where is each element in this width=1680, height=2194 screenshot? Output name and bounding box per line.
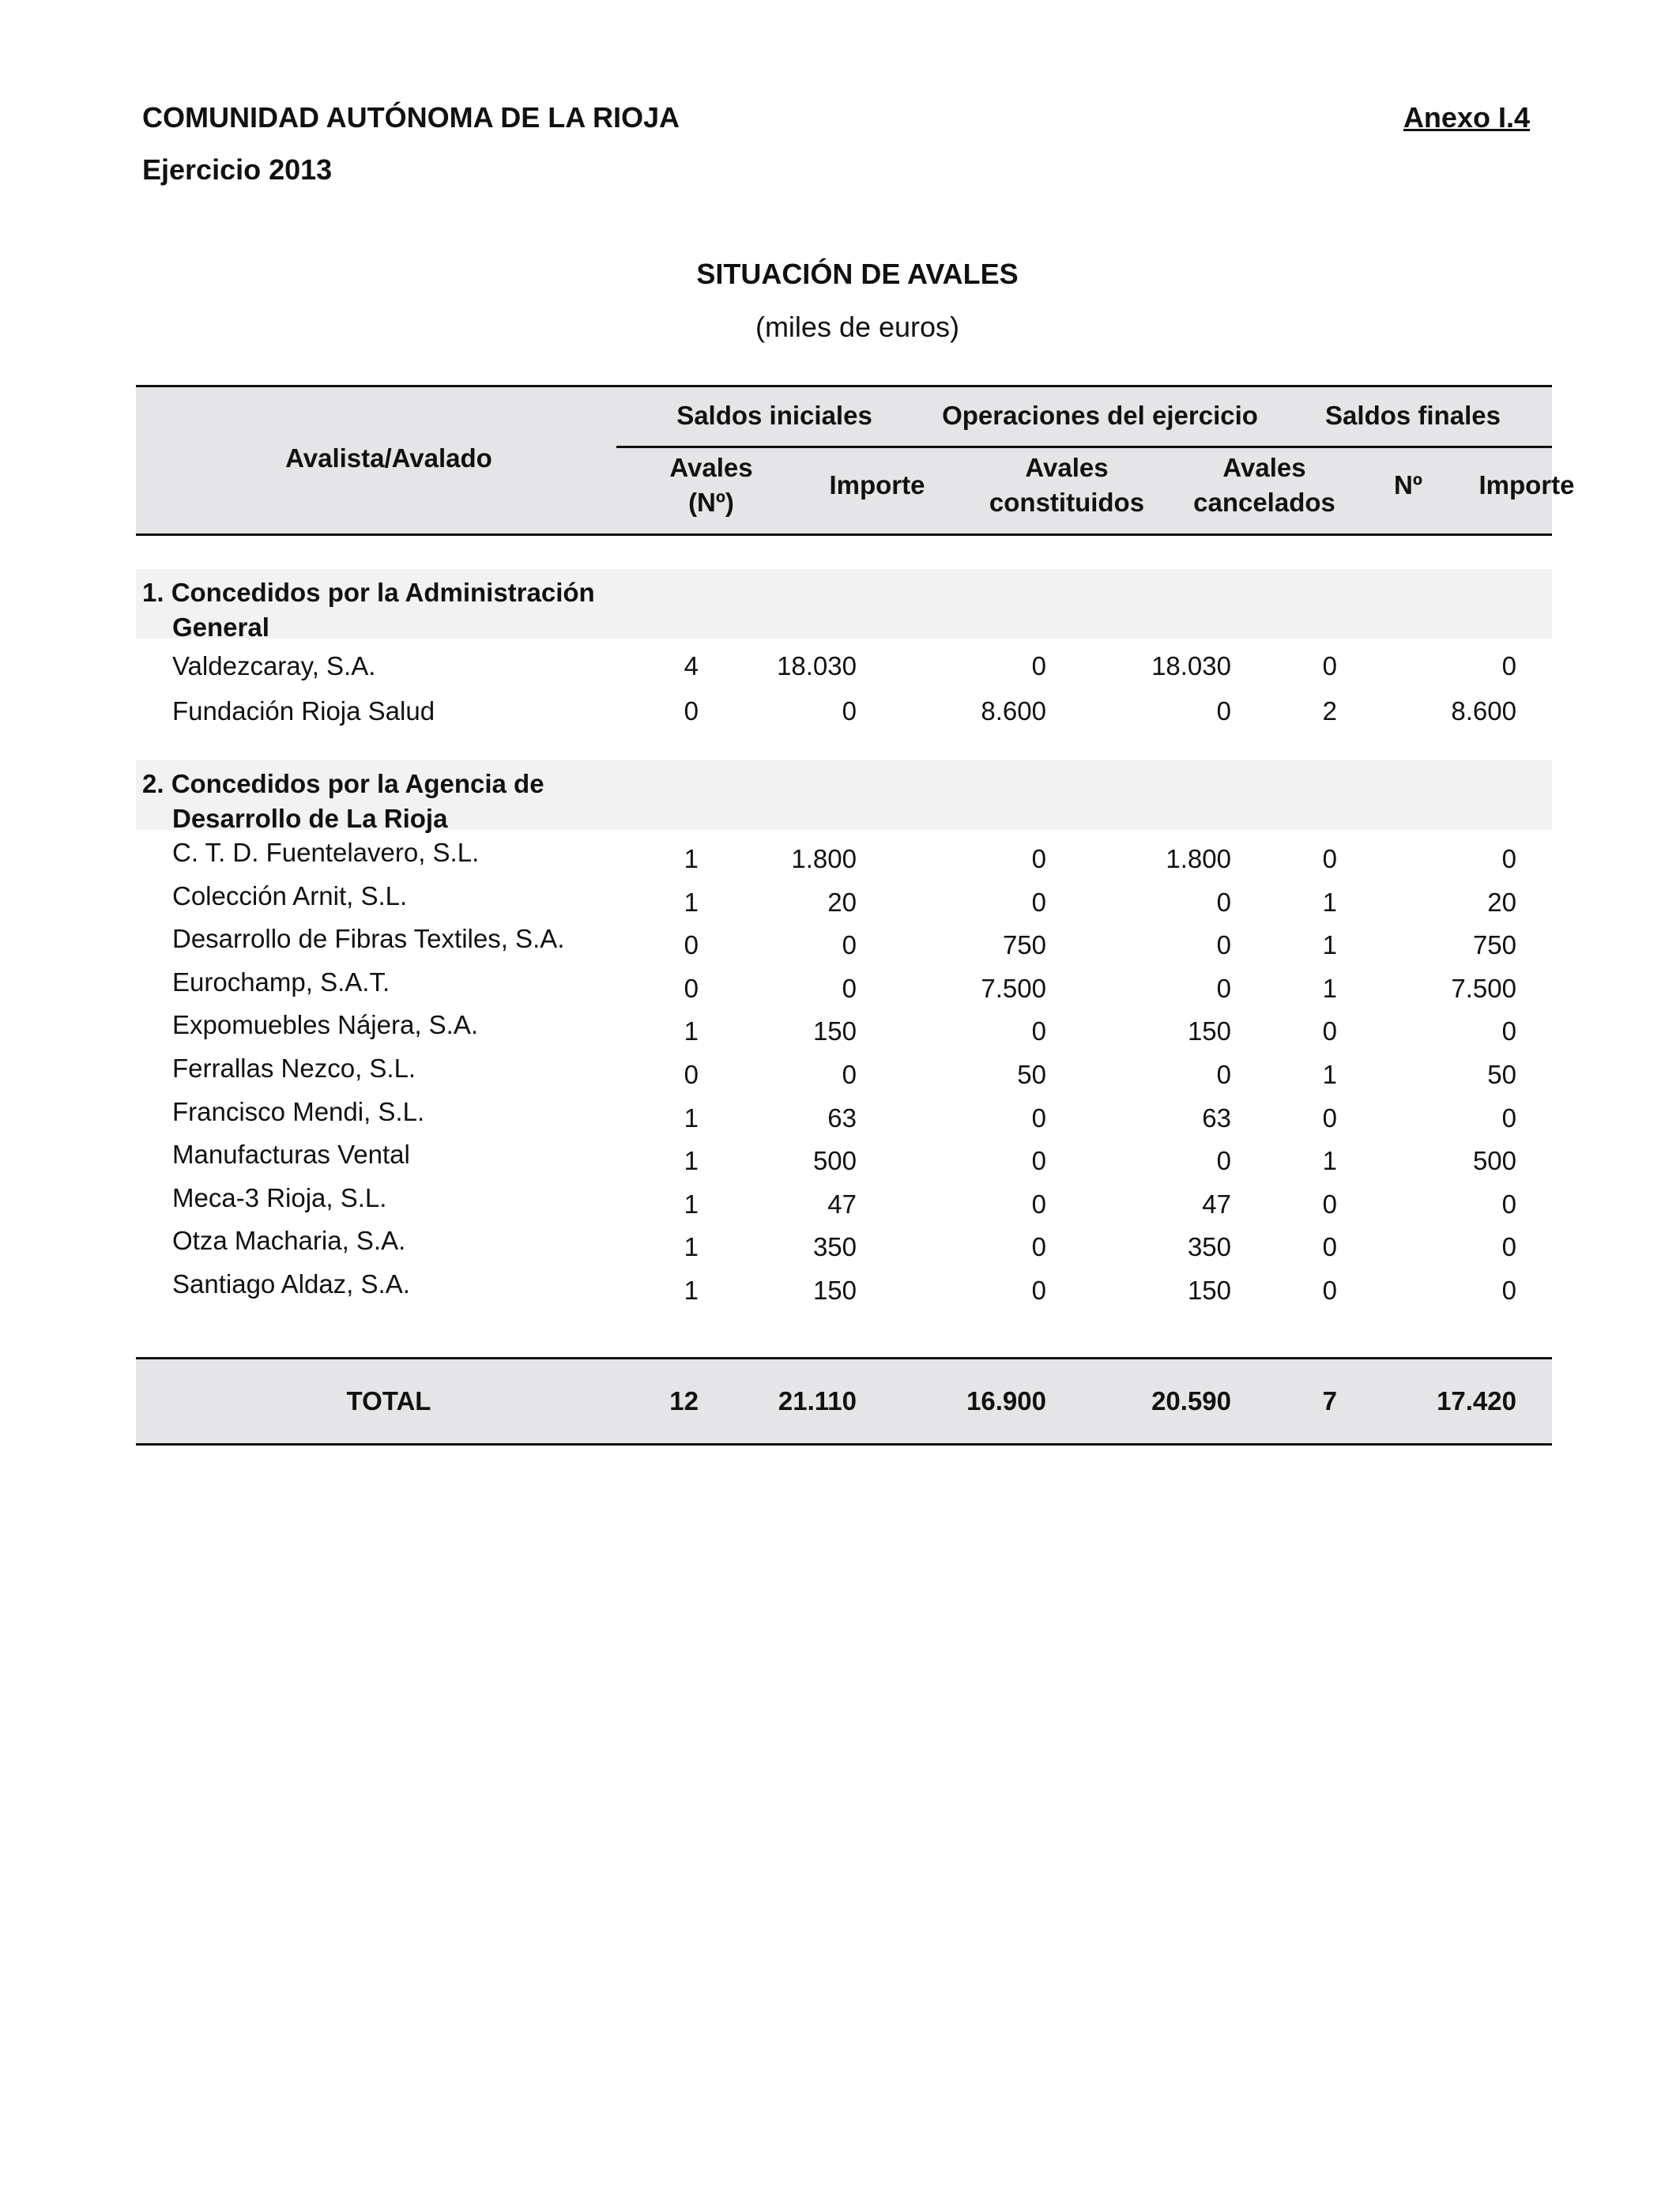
cell-avales-n: 1 (684, 887, 699, 917)
group-operations: Operaciones del ejercicio (942, 401, 1258, 430)
cell-importe-final: 750 (1472, 930, 1516, 960)
cell-importe-initial: 0 (842, 930, 857, 960)
col-final-n: Nº (1394, 470, 1422, 499)
row-entity-name: C. T. D. Fuentelavero, S.L. (172, 838, 480, 867)
row-entity-name: Otza Macharia, S.A. (172, 1226, 406, 1256)
guarantees-table (136, 385, 1575, 1446)
cell-final-n: 0 (1322, 1232, 1337, 1262)
cell-final-n: 0 (1322, 651, 1337, 680)
col-avales-n-line2: (Nº) (688, 488, 734, 517)
total-constituidos: 16.900 (966, 1385, 1046, 1416)
total-importe-final: 17.420 (1437, 1385, 1516, 1416)
section-label-line1: 2. Concedidos por la Agencia de (142, 769, 544, 798)
fiscal-year: Ejercicio 2013 (142, 153, 333, 186)
section-agencia-rows (136, 838, 1552, 1316)
cell-final-n: 1 (1322, 930, 1337, 960)
section-administracion (136, 569, 1552, 642)
header-divider (616, 446, 1552, 448)
cell-constituidos: 7.500 (981, 973, 1046, 1003)
cell-importe-initial: 63 (827, 1103, 857, 1133)
col-constituidos (948, 450, 1185, 520)
section-label (142, 767, 544, 836)
table-row (136, 645, 1552, 690)
cell-cancelados: 150 (1187, 1016, 1231, 1046)
cell-avales-n: 1 (684, 1146, 699, 1176)
table-header (136, 385, 1575, 536)
cell-cancelados: 63 (1202, 1103, 1231, 1133)
cell-importe-final: 0 (1501, 1189, 1516, 1219)
cell-cancelados: 47 (1202, 1189, 1231, 1219)
cell-final-n: 1 (1322, 1146, 1337, 1176)
annex-label: Anexo I.4 (1403, 101, 1530, 134)
report-subtitle: (miles de euros) (755, 311, 960, 343)
row-entity-name: Manufacturas Vental (172, 1140, 410, 1170)
col-cancelados-line2: cancelados (1193, 488, 1335, 517)
cell-avales-n: 1 (684, 1189, 699, 1219)
cell-importe-final: 7.500 (1451, 973, 1516, 1003)
cell-final-n: 2 (1322, 696, 1337, 726)
group-final-balances: Saldos finales (1325, 401, 1501, 430)
col-avales-n (616, 450, 806, 520)
cell-cancelados: 350 (1187, 1232, 1231, 1262)
table-row (136, 1053, 1552, 1100)
row-entity-name: Santiago Aldaz, S.A. (172, 1269, 410, 1299)
col-importe-final: Importe (1478, 470, 1575, 499)
table-row (136, 924, 1552, 971)
row-entity-name: Meca-3 Rioja, S.L. (172, 1182, 387, 1212)
cell-cancelados: 0 (1216, 1146, 1231, 1176)
cell-cancelados: 150 (1187, 1275, 1231, 1305)
cell-importe-initial: 0 (842, 1059, 857, 1089)
total-importe-initial: 21.110 (778, 1385, 857, 1416)
total-row (136, 1357, 1552, 1446)
col-avales-n-line1: Avales (669, 453, 753, 482)
total-label: TOTAL (346, 1385, 431, 1416)
section-administracion-rows (136, 645, 1552, 735)
cell-constituidos: 0 (1031, 1189, 1046, 1219)
section-label-line2: Desarrollo de La Rioja (172, 804, 448, 833)
table-row (136, 1226, 1552, 1272)
cell-importe-final: 0 (1501, 844, 1516, 873)
row-entity-name: Valdezcaray, S.A. (172, 651, 376, 680)
cell-avales-n: 1 (684, 1016, 699, 1046)
table-row (136, 1010, 1552, 1057)
cell-constituidos: 0 (1031, 1103, 1046, 1133)
table-row (136, 1269, 1552, 1316)
cell-avales-n: 4 (684, 651, 699, 680)
row-entity-name: Francisco Mendi, S.L. (172, 1096, 425, 1126)
cell-cancelados: 18.030 (1151, 651, 1231, 680)
cell-importe-initial: 500 (812, 1146, 857, 1176)
row-entity-name: Expomuebles Nájera, S.A. (172, 1010, 479, 1040)
cell-cancelados: 1.800 (1166, 844, 1231, 873)
cell-importe-final: 500 (1472, 1146, 1516, 1176)
col-constituidos-line1: Avales (1025, 453, 1109, 482)
row-entity-name: Ferrallas Nezco, S.L. (172, 1053, 416, 1083)
cell-constituidos: 0 (1031, 1146, 1046, 1176)
organization-name: COMUNIDAD AUTÓNOMA DE LA RIOJA (142, 101, 680, 134)
cell-avales-n: 1 (684, 1232, 699, 1262)
cell-constituidos: 750 (1002, 930, 1046, 960)
cell-importe-final: 8.600 (1451, 696, 1516, 726)
cell-importe-final: 0 (1501, 1232, 1516, 1262)
cell-final-n: 1 (1322, 1059, 1337, 1089)
cell-importe-final: 20 (1487, 887, 1516, 917)
cell-cancelados: 0 (1216, 930, 1231, 960)
col-entity: Avalista/Avalado (285, 443, 492, 473)
report-title: SITUACIÓN DE AVALES (696, 258, 1019, 290)
cell-constituidos: 0 (1031, 1016, 1046, 1046)
cell-avales-n: 1 (684, 1275, 699, 1305)
total-avales-n: 12 (669, 1385, 699, 1416)
cell-constituidos: 50 (1017, 1059, 1046, 1089)
table-row (136, 690, 1552, 735)
row-entity-name: Eurochamp, S.A.T. (172, 967, 390, 997)
cell-cancelados: 0 (1216, 973, 1231, 1003)
cell-final-n: 0 (1322, 1189, 1337, 1219)
cell-importe-final: 0 (1501, 1103, 1516, 1133)
cell-constituidos: 0 (1031, 1275, 1046, 1305)
cell-importe-final: 50 (1487, 1059, 1516, 1089)
cell-importe-final: 0 (1501, 651, 1516, 680)
section-label-line1: 1. Concedidos por la Administración (142, 578, 595, 607)
total-final-n: 7 (1322, 1385, 1337, 1416)
col-cancelados (1185, 450, 1343, 520)
cell-avales-n: 0 (684, 930, 699, 960)
cell-importe-initial: 47 (827, 1189, 857, 1219)
cell-constituidos: 8.600 (981, 696, 1046, 726)
table-row (136, 1182, 1552, 1230)
col-importe-initial: Importe (829, 470, 925, 499)
cell-avales-n: 0 (684, 1059, 699, 1089)
cell-constituidos: 0 (1031, 887, 1046, 917)
row-entity-name: Fundación Rioja Salud (172, 696, 435, 726)
cell-final-n: 1 (1322, 973, 1337, 1003)
cell-constituidos: 0 (1031, 1232, 1046, 1262)
cell-avales-n: 0 (684, 696, 699, 726)
cell-importe-initial: 0 (842, 973, 857, 1003)
table-row (136, 1140, 1552, 1186)
cell-cancelados: 0 (1216, 887, 1231, 917)
cell-constituidos: 0 (1031, 844, 1046, 873)
cell-final-n: 1 (1322, 887, 1337, 917)
section-label-line2: General (172, 613, 269, 642)
col-constituidos-line2: constituidos (989, 488, 1145, 517)
cell-final-n: 0 (1322, 1275, 1337, 1305)
cell-importe-initial: 350 (812, 1232, 857, 1262)
cell-importe-initial: 150 (812, 1016, 857, 1046)
cell-avales-n: 1 (684, 844, 699, 873)
cell-importe-initial: 20 (827, 887, 857, 917)
cell-final-n: 0 (1322, 1016, 1337, 1046)
cell-importe-initial: 150 (812, 1275, 857, 1305)
table-row (136, 967, 1552, 1014)
cell-final-n: 0 (1322, 844, 1337, 873)
row-entity-name: Colección Arnit, S.L. (172, 880, 408, 910)
cell-final-n: 0 (1322, 1103, 1337, 1133)
cell-importe-initial: 18.030 (777, 651, 857, 680)
cell-avales-n: 1 (684, 1103, 699, 1133)
cell-cancelados: 0 (1216, 1059, 1231, 1089)
table-row (136, 838, 1552, 884)
cell-importe-initial: 1.800 (791, 844, 857, 873)
table-row (136, 1096, 1552, 1144)
table-row (136, 880, 1552, 928)
cell-constituidos: 0 (1031, 651, 1046, 680)
section-label (142, 575, 595, 645)
cell-importe-initial: 0 (842, 696, 857, 726)
col-cancelados-line1: Avales (1222, 453, 1306, 482)
cell-importe-final: 0 (1501, 1016, 1516, 1046)
section-agencia (136, 760, 1552, 833)
cell-avales-n: 0 (684, 973, 699, 1003)
group-initial-balances: Saldos iniciales (676, 401, 872, 430)
total-cancelados: 20.590 (1151, 1385, 1231, 1416)
row-entity-name: Desarrollo de Fibras Textiles, S.A. (172, 924, 565, 954)
cell-importe-final: 0 (1501, 1275, 1516, 1305)
cell-cancelados: 0 (1216, 696, 1231, 726)
